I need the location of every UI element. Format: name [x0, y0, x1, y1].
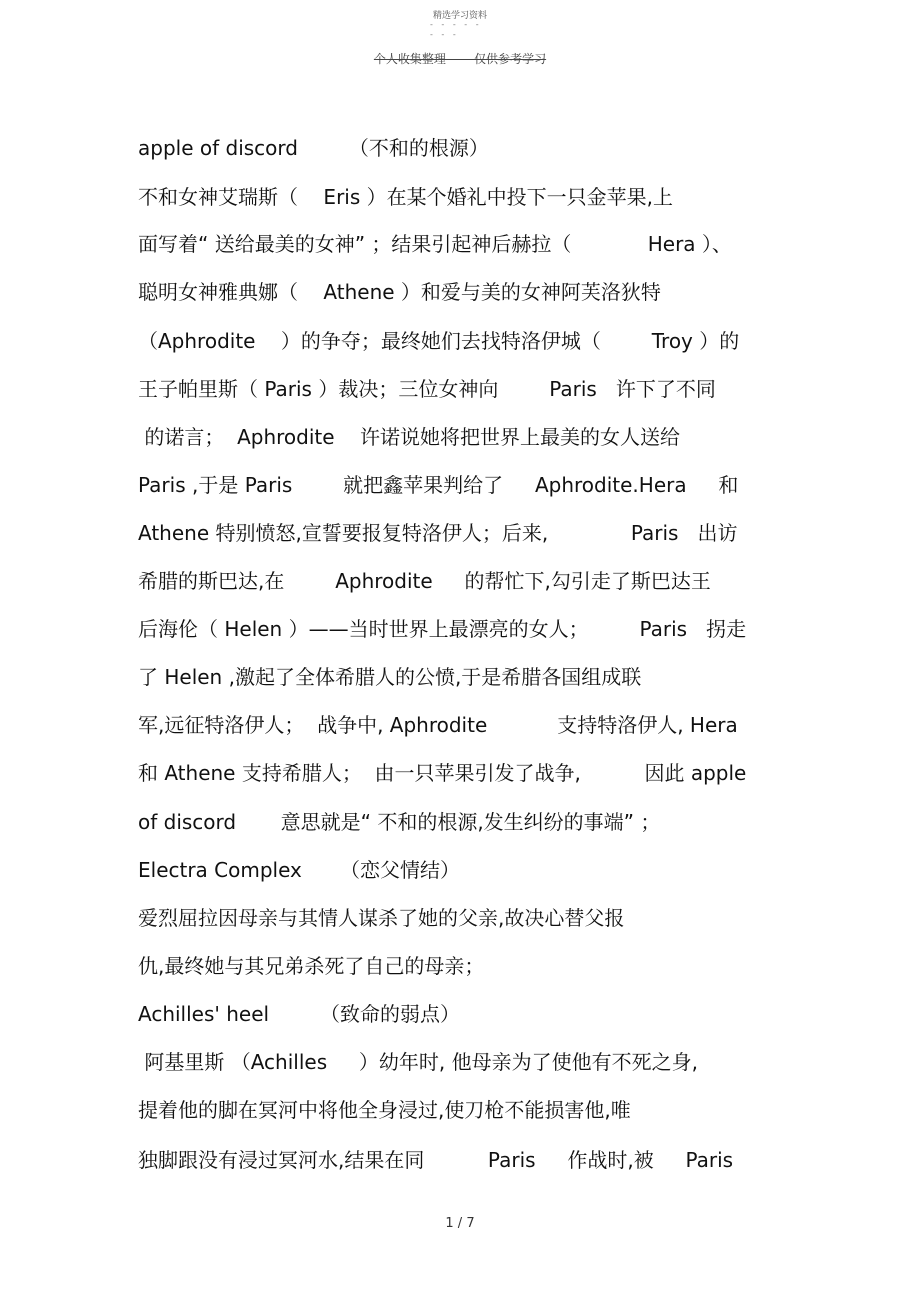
text-line: 的诺言； Aphrodite 许诺说她将把世界上最美的女人送给: [138, 425, 680, 449]
text-line: 后海伦（ Helen ）——当时世界上最漂亮的女人； Paris 拐走: [138, 617, 747, 641]
text-line: 军,远征特洛伊人； 战争中, Aphrodite 支持特洛伊人, Hera: [138, 713, 738, 737]
text-line: 聪明女神雅典娜（ Athene ）和爱与美的女神阿芙洛狄特: [138, 280, 661, 304]
header-dash-row: - - - - - - - -: [430, 20, 482, 39]
text-line: （Aphrodite ）的争夺；最终她们去找特洛伊城（ Troy ）的: [138, 329, 740, 353]
text-line: 爱烈屈拉因母亲与其情人谋杀了她的父亲,故决心替父报: [138, 906, 625, 930]
text-line: 王子帕里斯（ Paris ）裁决；三位女神向 Paris 许下了不同: [138, 377, 716, 401]
text-line: 了 Helen ,激起了全体希腊人的公愤,于是希腊各国组成联: [138, 665, 642, 689]
text-line: Achilles' heel （致命的弱点）: [138, 1002, 460, 1026]
text-line: 仇,最终她与其兄弟杀死了自己的母亲；: [138, 954, 485, 978]
text-line: Athene 特别愤怒,宣誓要报复特洛伊人；后来, Paris 出访: [138, 521, 738, 545]
text-line: 独脚跟没有浸过冥河水,结果在同 Paris 作战时,被 Paris: [138, 1148, 734, 1172]
text-line: 和 Athene 支持希腊人； 由一只苹果引发了战争, 因此 apple: [138, 761, 747, 785]
text-line: 面写着“ 送给最美的女神” ；结果引起神后赫拉（ Hera ）、: [138, 232, 732, 256]
text-line: 不和女神艾瑞斯（ Eris ）在某个婚礼中投下一只金苹果,上: [138, 185, 673, 209]
text-line: 希腊的斯巴达,在 Aphrodite 的帮忙下,勾引走了斯巴达王: [138, 569, 711, 593]
text-line: Electra Complex （恋父情结）: [138, 858, 461, 882]
text-line: 阿基里斯 （Achilles ）幼年时, 他母亲为了使他有不死之身,: [138, 1050, 698, 1074]
header-top-label: 精选学习资料: [432, 11, 487, 21]
text-line: of discord 意思就是“ 不和的根源,发生纠纷的事端” ；: [138, 810, 661, 834]
text-line: apple of discord （不和的根源）: [138, 136, 489, 160]
text-line: 提着他的脚在冥河中将他全身浸过,使刀枪不能损害他,唯: [138, 1098, 631, 1122]
text-line: Paris ,于是 Paris 就把鑫苹果判给了 Aphrodite.Hera 和: [138, 473, 739, 497]
page-number: 1 / 7: [445, 1216, 475, 1231]
header-subtitle: 个人收集整理 - - - 仅供参考学习: [373, 52, 547, 66]
